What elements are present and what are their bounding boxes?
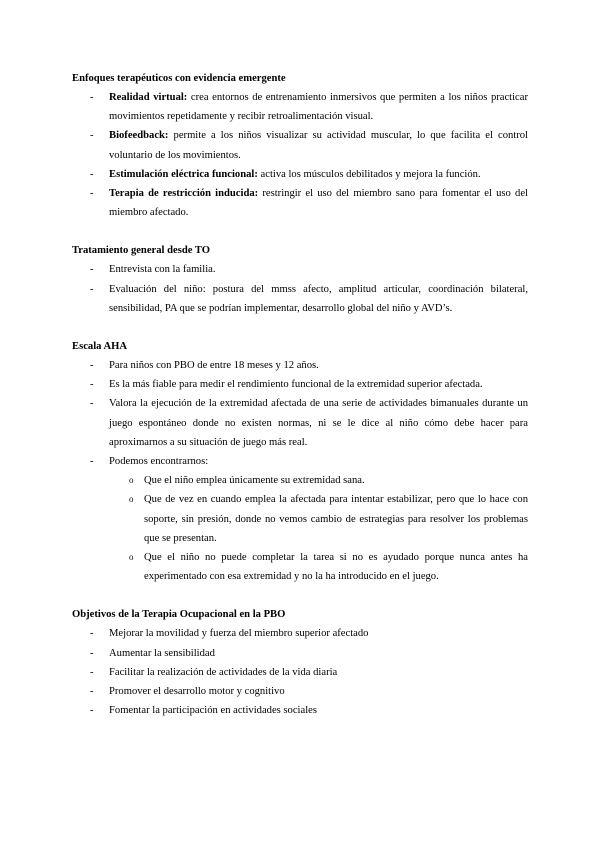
list-item: - Promover el desarrollo motor y cognitivo <box>72 682 528 701</box>
list-item <box>72 88 528 126</box>
list-item: - Facilitar la realización de actividades de la vida diaria <box>72 663 528 682</box>
sub-list-wrapper <box>72 471 528 586</box>
item-lead: Terapia de restricción inducida: <box>109 188 259 200</box>
item-text: activa los músculos debilitados y mejora la función. <box>257 168 481 180</box>
item-lead: Estimulación eléctrica funcional: <box>109 168 258 180</box>
list-item: - Aumentar la sensibilidad <box>72 644 528 663</box>
sub-list-item: o Que de vez en cuando emplea la afectada para intentar estabilizar, pero que lo hace con soporte, sin presión, donde no vemos cambio de estrategias para resolver los problemas que se presentan. <box>72 490 528 548</box>
list-item: - Valora la ejecución de la extremidad afectada de una serie de actividades bimanuales durante un juego espontáneo donde no existen normas, ni se le dice al niño cómo debe hacer para aproximarnos a su situación de juego más real. <box>72 394 528 452</box>
section-emerging-therapies <box>72 69 528 222</box>
list-item <box>72 126 528 164</box>
item-text: crea entornos de entrenamiento inmersivos que permiten a los niños practicar movimientos repetidamente y recibir retroalimentación visual. <box>109 92 528 123</box>
item-text: Podemos encontrarnos: <box>109 456 209 468</box>
list-item: - Es la más fiable para medir el rendimiento funcional de la extremidad superior afectada. <box>72 375 528 394</box>
list-item: - Fomentar la participación en actividades sociales <box>72 701 528 720</box>
section-general-treatment <box>72 241 528 318</box>
section-aha-scale <box>72 337 528 586</box>
list-item: - Entrevista con la familia. <box>72 260 528 279</box>
section-ot-objectives <box>72 605 528 720</box>
section-heading: Enfoques terapéuticos con evidencia emergente <box>72 73 286 84</box>
bullet-list <box>72 260 528 318</box>
item-lead: Realidad virtual: <box>109 92 188 103</box>
bullet-list <box>72 624 528 720</box>
list-item: - Para niños con PBO de entre 18 meses y 12 años. <box>72 356 528 375</box>
bullet-list <box>72 88 528 222</box>
sub-bullet-list <box>72 471 528 586</box>
list-item <box>72 452 528 586</box>
list-item: - Evaluación del niño: postura del mmss afecto, amplitud articular, coordinación bilateral, sensibilidad, PA que se podrían implementar, desarrollo global del niño y AVD’s. <box>72 280 528 318</box>
section-heading: Tratamiento general desde TO <box>72 245 211 257</box>
section-heading: Objetivos de la Terapia Ocupacional en la PBO <box>72 609 286 621</box>
list-item: - Mejorar la movilidad y fuerza del miembro superior afectado <box>72 624 528 643</box>
list-item <box>72 165 528 184</box>
sub-list-item: o Que el niño no puede completar la tarea si no es ayudado porque nunca antes ha experimentado con esa extremidad y no la ha introducido en el juego. <box>72 548 528 586</box>
bullet-list <box>72 356 528 586</box>
item-text: restringir el uso del miembro sano para fomentar el uso del miembro afectado. <box>109 188 528 219</box>
item-text: permite a los niños visualizar su actividad muscular, lo que facilita el control voluntario de los movimientos. <box>109 130 528 161</box>
item-lead: Biofeedback: <box>109 130 169 142</box>
list-item <box>72 184 528 222</box>
sub-list-item: o Que el niño emplea únicamente su extremidad sana. <box>72 471 528 490</box>
section-heading: Escala AHA <box>72 341 128 353</box>
